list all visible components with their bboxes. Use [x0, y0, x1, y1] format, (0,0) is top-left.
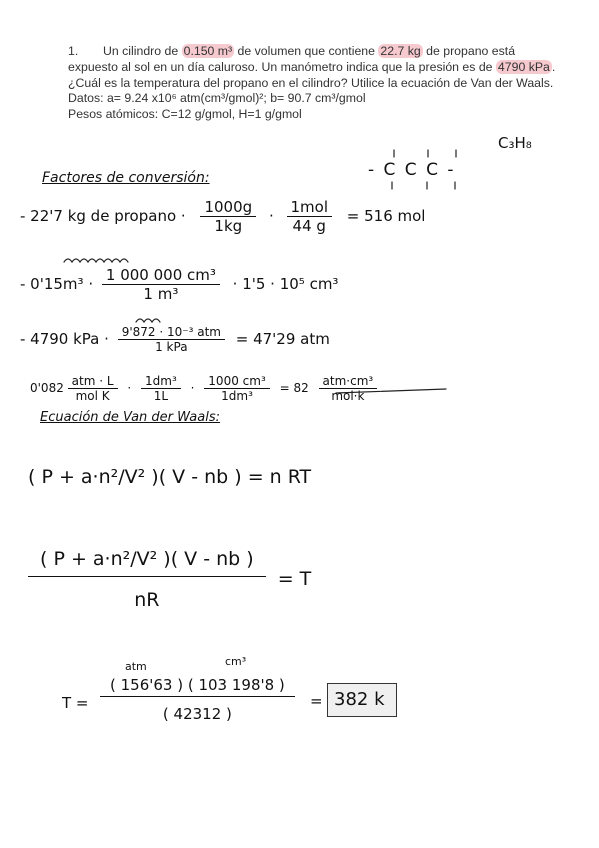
mass-fraction-1: $\frac{1000g}{1kg}$ [200, 198, 256, 235]
propane-formula: C₃H₈ [498, 134, 532, 152]
pressure-conversion [20, 325, 330, 354]
unit-cm3: cm³ [225, 655, 247, 668]
t-numerator: ( 156'63 ) ( 103 198'8 ) [100, 676, 295, 697]
r-fraction-1: $\frac{\text{atm · L}}{\text{mol K}}$ [68, 374, 118, 403]
vdw-title: Ecuación de Van der Waals: [40, 410, 221, 425]
pressure-result: = 47'29 atm [235, 330, 330, 348]
volume-conversion [20, 266, 338, 303]
answer-box [327, 683, 397, 717]
weights-line: Pesos atómicos: C=12 g/gmol, H=1 g/gmol [68, 107, 302, 122]
volume-lead: - 0'15m³ · [20, 275, 94, 293]
cancel-squiggle [136, 319, 160, 322]
t-fraction [100, 676, 295, 723]
t-equals: = [310, 692, 323, 710]
t-denominator: ( 42312 ) [162, 705, 232, 723]
problem-text-4: . ¿Cuál es la temperatura del propano en el cilindro? Utilice la ecuación de Van der Waals. [68, 59, 556, 90]
cancel-squiggle [64, 259, 128, 262]
r-fraction-3: $\frac{\text{1000 cm³}}{\text{1dm³}}$ [204, 374, 269, 403]
problem-statement [68, 44, 558, 123]
highlight-volume: 0.150 m³ [183, 44, 233, 58]
pressure-lead: - 4790 kPa · [20, 330, 109, 348]
volume-result: · 1'5 · 10⁵ cm³ [232, 275, 339, 293]
vdw-equation: ( P + a·n²/V² )( V - nb ) = n RT [28, 466, 312, 488]
mass-conversion: - 22'7 kg de propano · $\frac{1000g}{1kg}$ · $\frac{\text{1mol}}{44 g}$ = 516 mol [20, 198, 426, 235]
eq2-fraction: $\frac{\text{( P + a·n²/V² )( V - nb )}}{nR}$ [28, 548, 266, 611]
problem-text-1: Un cilindro de [103, 44, 182, 58]
eq2-rhs: = T [277, 568, 312, 590]
vdw-equation-rearranged [28, 548, 311, 611]
mass-fraction-2: $\frac{\text{1mol}}{44 g}$ [287, 198, 333, 235]
answer-value: 382 k [334, 689, 385, 710]
problem-text-2: de volumen que contiene [234, 44, 379, 58]
data-line: Datos: a= 9.24 x10⁶ atm(cm³/gmol)²; b= 90.7 cm³/gmol [68, 91, 366, 106]
volume-fraction: $\frac{\text{1 000 000 cm³}}{\text{1 m³}}$ [102, 266, 220, 303]
carbon-chain: - C C C - [368, 160, 456, 180]
pressure-fraction: $\frac{\text{9'872 · 10⁻³ atm}}{\text{1 kPa}}$ [118, 325, 225, 354]
problem-text-3: de propano está expuesto al sol en un día caluroso. Un manómetro indica que la presión es de [68, 44, 516, 74]
factors-title: Factores de conversión: [42, 170, 210, 186]
gas-constant-conversion: 0'082 $\frac{\text{atm · L}}{\text{mol K}}$ · $\frac{\text{1dm³}}{1L}$ · $\frac{\text{1000 cm³}}{\text{1dm³}}$ = 82 $\frac{\text{atm·cm³}}{\text{mol·k}}$ [30, 374, 377, 403]
r-equals: = 82 [279, 381, 309, 395]
problem-number: 1. [68, 44, 79, 58]
r-fraction-4: $\frac{\text{atm·cm³}}{\text{mol·k}}$ [319, 374, 378, 403]
t-lead: T = [62, 694, 89, 712]
highlight-mass: 22.7 kg [380, 44, 421, 58]
r-fraction-2: $\frac{\text{1dm³}}{1L}$ [141, 374, 181, 403]
mass-result: = 516 mol [346, 207, 426, 225]
mass-lead: - 22'7 kg de propano · [20, 207, 186, 225]
r-lead: 0'082 [30, 381, 64, 395]
unit-atm: atm [125, 660, 147, 673]
highlight-pressure: 4790 kPa [497, 59, 550, 74]
